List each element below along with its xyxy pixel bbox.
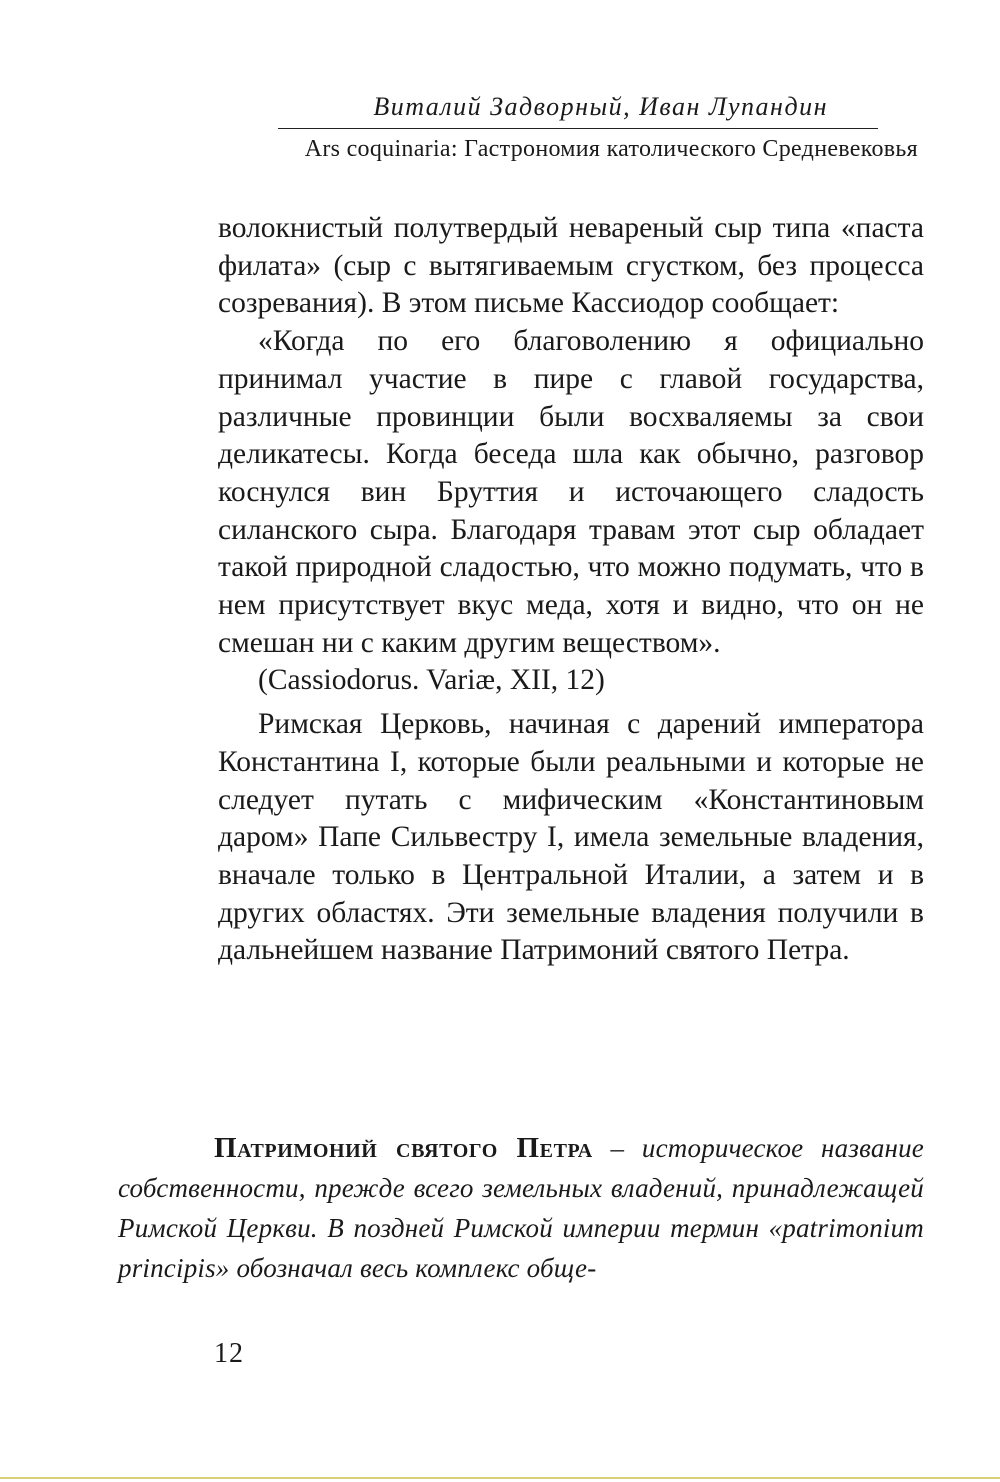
running-head-book-title: Ars coquinaria: Гастрономия католического Средневековья — [304, 136, 918, 162]
cassiodorus-quote: «Когда по его благоволению я официально принимал участие в пире с главой государства, различные провинции были восхваляемы за свои деликатесы. Когда беседа шла как обычно, разговор коснулся вин Бруттия и источающего сладость силанского сыра. Благодаря травам этот сыр обладает такой природной сладостью, что можно подумать, что в нем присутствует вкус меда, хотя и видно, что он не смешан ни с каким другим веществом». — [218, 325, 924, 659]
quote-citation: (Cassiodorus. Variæ, XII, 12) — [258, 664, 605, 697]
running-head-authors: Виталий Задворный, Иван Лупандин — [373, 92, 828, 121]
page-edge-line — [0, 1477, 1000, 1479]
definition-box — [118, 1128, 924, 1288]
paragraph-roman-church: Римская Церковь, начиная с дарений императора Константина I, которые были реальными и которые не следует путать с мифическим «Константиновым даром» Папе Сильвестру I, имела земельные владения, вначале только в Центральной Италии, а затем и в других областях. Эти земельные владения получили в дальнейшем название Патримоний святого Петра. — [218, 708, 924, 967]
header-rule — [278, 128, 878, 129]
definition-dash: – — [610, 1133, 625, 1163]
definition-text: историческое название собственности, прежде всего земельных владений, принадлежащей Римской Церкви. В поздней Римской империи термин «patrimonium principis» обозначал весь комплекс обще- — [118, 1133, 924, 1283]
definition-term: Патримоний святого Петра — [214, 1132, 593, 1164]
page-number: 12 — [214, 1338, 244, 1369]
paragraph-continuation: волокнистый полутвердый невареный сыр типа «паста филата» (сыр с вытягиваемым сгустком, без процесса созревания). В этом письме Кассиодор сообщает: — [218, 212, 924, 320]
main-text — [218, 210, 924, 970]
running-head — [220, 88, 920, 164]
